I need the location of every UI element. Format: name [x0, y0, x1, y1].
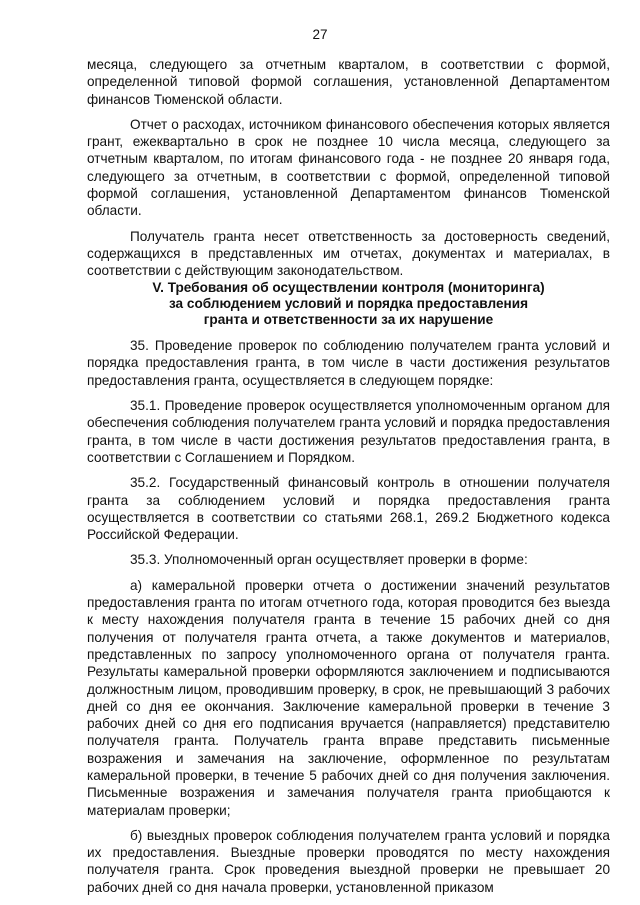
document-body [87, 56, 610, 896]
paragraph-subitem-a: а) камеральной проверки отчета о достижении значений результатов предоставления гранта по итогам отчетного года, которая проводится без выезда к месту нахождения получателя гранта в течение 15 рабочих дней со дня получения от получателя гранта отчета, а также документов и материалов, представленных по запросу уполномоченного органа от получателя гранта. Результаты камеральной проверки оформляются заключением и подписываются должностным лицом, проводившим проверку, в срок, не превышающий 3 рабочих дней со дня ее окончания. Заключение камеральной проверки в течение 3 рабочих дней со дня его подписания вручается (направляется) представителю получателя гранта. Получатель гранта вправе представить письменные возражения и замечания на заключение, оформленное по результатам камеральной проверки, в течение 5 рабочих дней со дня получения заключения. Письменные возражения и замечания получателя гранта приобщаются к материалам проверки; [87, 577, 610, 818]
paragraph-expense-report: Отчет о расходах, источником финансового обеспечения которых является грант, ежеквартально в срок не позднее 10 числа месяца, следующего за отчетным кварталом, по итогам финансового года - не позднее 20 января года, следующего за отчетным, в соответствии с формой, определенной типовой формой соглашения, установленной Департаментом финансов Тюменской области. [87, 116, 610, 219]
section-heading-line: V. Требования об осуществлении контроля (мониторинга) [152, 279, 545, 295]
section-heading [87, 280, 610, 329]
paragraph-item-35: 35. Проведение проверок по соблюдению получателем гранта условий и порядка предоставления гранта, в том числе в части достижения результатов предоставления гранта, осуществляется в следующем порядке: [87, 338, 610, 388]
paragraph-item-35-1: 35.1. Проведение проверок осуществляется уполномоченным органом для обеспечения соблюдения получателем гранта условий и порядка предоставления гранта, в том числе в части достижения результатов предоставления гранта, в соответствии с Соглашением и Порядком. [87, 398, 610, 465]
paragraph-item-35-3: 35.3. Уполномоченный орган осуществляет проверки в форме: [130, 552, 528, 568]
section-heading-line: гранта и ответственности за их нарушение [203, 311, 494, 327]
page-number: 27 [312, 27, 328, 42]
paragraph-responsibility: Получатель гранта несет ответственность за достоверность сведений, содержащихся в представленных им отчетах, документах и материалах, в соответствии с действующим законодательством. [87, 228, 610, 279]
paragraph-item-35-2: 35.2. Государственный финансовый контроль в отношении получателя гранта за соблюдением условий и порядка предоставления гранта осуществляется в соответствии со статьями 268.1, 269.2 Бюджетного кодекса Российской Федерации. [87, 475, 610, 543]
section-heading-line: за соблюдением условий и порядка предоставления [168, 295, 529, 311]
paragraph-continuation: месяца, следующего за отчетным кварталом, в соответствии с формой, определенной типовой формой соглашения, установленной Департаментом финансов Тюменской области. [87, 57, 610, 107]
paragraph-subitem-b: б) выездных проверок соблюдения получателем гранта условий и порядка их предоставления. Выездные проверки проводятся по месту нахождения получателя гранта. Срок проведения выездной проверки не превышает 20 рабочих дней со дня начала проверки, установленной приказом [87, 827, 610, 895]
